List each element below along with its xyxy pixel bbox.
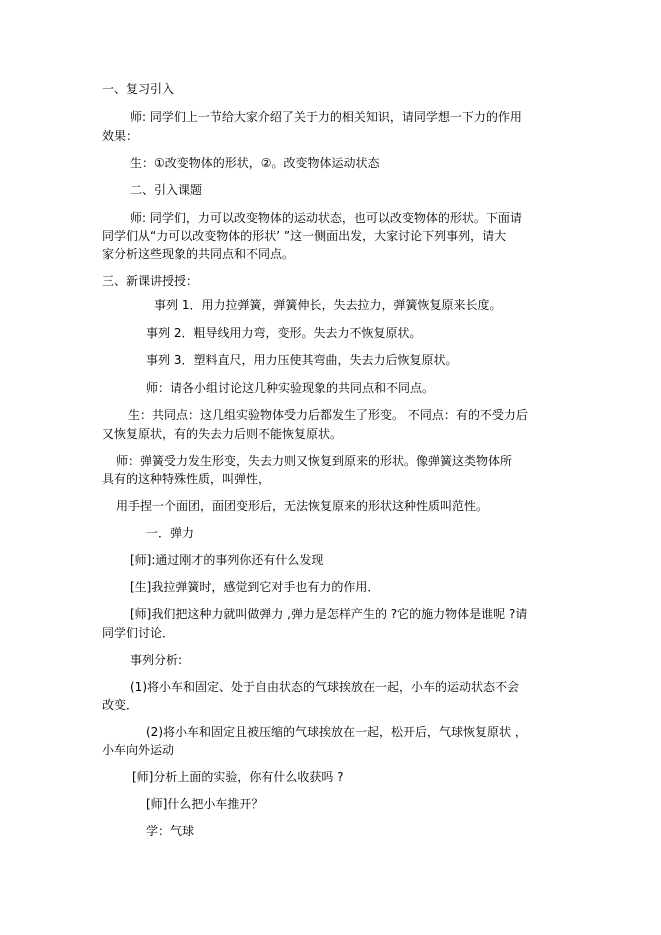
paragraph-line: [师]什么把小车推开？ — [146, 797, 264, 811]
paragraph-line: [师]我们把这种力就叫做弹力 ,弹力是怎样产生的 ?它的施力物体是谁呢 ?请 — [130, 607, 528, 621]
paragraph-line: 生：①改变物体的形状，②。改变物体运动状态 — [130, 156, 380, 170]
example-item: 事列 2．粗导线用力弯，变形。失去力不恢复原状。 — [146, 326, 422, 340]
paragraph-line: 师: 同学们上一节给大家介绍了关于力的相关知识，请同学想一下力的作用 — [130, 110, 522, 124]
paragraph-line: 师: 同学们，力可以改变物体的运动状态，也可以改变物体的形状。下面请 — [130, 211, 522, 225]
paragraph-line: [生]我拉弹簧时，感觉到它对手也有力的作用． — [130, 580, 380, 594]
section-heading-new-lesson: 三、新课讲授授： — [102, 274, 199, 288]
paragraph-line: 效果： — [102, 129, 139, 143]
example-item: 事列 3．塑料直尺，用力压使其弯曲，失去力后恢复原状。 — [146, 353, 458, 367]
paragraph-line: [师]分析上面的实验，你有什么收获吗 ? — [132, 770, 344, 784]
section-heading-intro: 二、引入课题 — [130, 183, 203, 197]
example-item: 事列 1．用力拉弹簧，弹簧伸长，失去拉力，弹簧恢复原来长度。 — [154, 298, 502, 312]
paragraph-line: 改变． — [102, 698, 139, 712]
paragraph-line: 同学们从“力可以改变物体的形状’ ”这一侧面出发，大家讨论下列事列，请大 — [102, 229, 507, 243]
subsection-heading-elastic-force: 一．弹力 — [146, 526, 195, 540]
paragraph-line: 家分析这些现象的共同点和不同点。 — [102, 247, 295, 261]
paragraph-line: 师：请各小组讨论这几种实验现象的共同点和不同点。 — [146, 381, 435, 395]
section-heading-review: 一、复习引入 — [102, 82, 175, 96]
paragraph-line: 具有的这种特殊性质，叫弹性， — [102, 472, 271, 486]
paragraph-line: (2)将小车和固定且被压缩的气球挨放在一起，松开后，气球恢复原状 ， — [146, 725, 527, 739]
paragraph-line: 又恢复原状，有的失去力后则不能恢复原状。 — [102, 427, 343, 441]
paragraph-line: 小车向外运动 — [102, 743, 175, 757]
paragraph-line: [师]:通过刚才的事列你还有什么发现 — [130, 553, 324, 567]
paragraph-line: 事列分析: — [130, 653, 183, 667]
paragraph-line: 师：弹簧受力发生形变，失去力则又恢复到原来的形状。像弹簧这类物体所 — [116, 454, 513, 468]
paragraph-line: 用手捏一个面团，面团变形后，无法恢复原来的形状这种性质叫范性。 — [116, 499, 489, 513]
paragraph-line: 学：气球 — [146, 824, 195, 838]
paragraph-line: (1)将小车和固定、处于自由状态的气球挨放在一起，小车的运动状态不会 — [130, 680, 520, 694]
paragraph-line: 生：共同点：这几组实验物体受力后都发生了形变。 不同点：有的不受力后 — [128, 408, 528, 422]
paragraph-line: 同学们讨论． — [102, 626, 175, 640]
